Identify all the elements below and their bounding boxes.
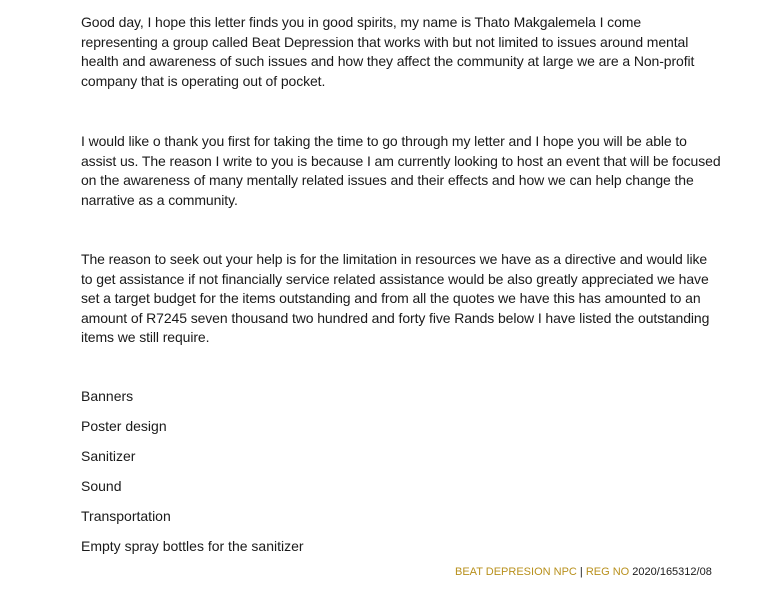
letter-paragraph-thanks: I would like o thank you first for taking the time to go through my letter and I hope you will be able to assist us. The reason I write to you is because I am currently looking to host an event that will be focused on the awareness of many mentally related issues and their effects and how we can help change the narrative as a community. [81, 133, 721, 208]
list-item: Transportation [81, 508, 171, 524]
list-item: Empty spray bottles for the sanitizer [81, 538, 304, 554]
list-item: Sanitizer [81, 448, 136, 464]
letter-paragraph-request: The reason to seek out your help is for the limitation in resources we have as a directive and would like to get assistance if not financially service related assistance would be also greatly appreciated we have set a target budget for the items outstanding and from all the quotes we have this has amounted to an amount of R7245 seven thousand two hundred and forty five Rands below I have listed the outstanding items we still require. [81, 251, 710, 345]
page-footer [455, 565, 712, 579]
footer-reg-label: REG NO [585, 566, 630, 578]
outstanding-items-list [81, 386, 304, 566]
footer-org-name: BEAT DEPRESION NPC [455, 566, 577, 578]
list-item: Banners [81, 388, 134, 404]
list-item: Poster design [81, 418, 167, 434]
list-item: Sound [81, 478, 122, 494]
letter-paragraph-intro: Good day, I hope this letter finds you in good spirits, my name is Thato Makgalemela I come representing a group called Beat Depression that works with but not limited to issues around mental health and awareness of such issues and how they affect the community at large we are a Non-profit company that is operating out of pocket. [81, 14, 695, 89]
footer-reg-number: 2020/165312/08 [632, 566, 712, 578]
footer-separator: | [579, 566, 583, 578]
